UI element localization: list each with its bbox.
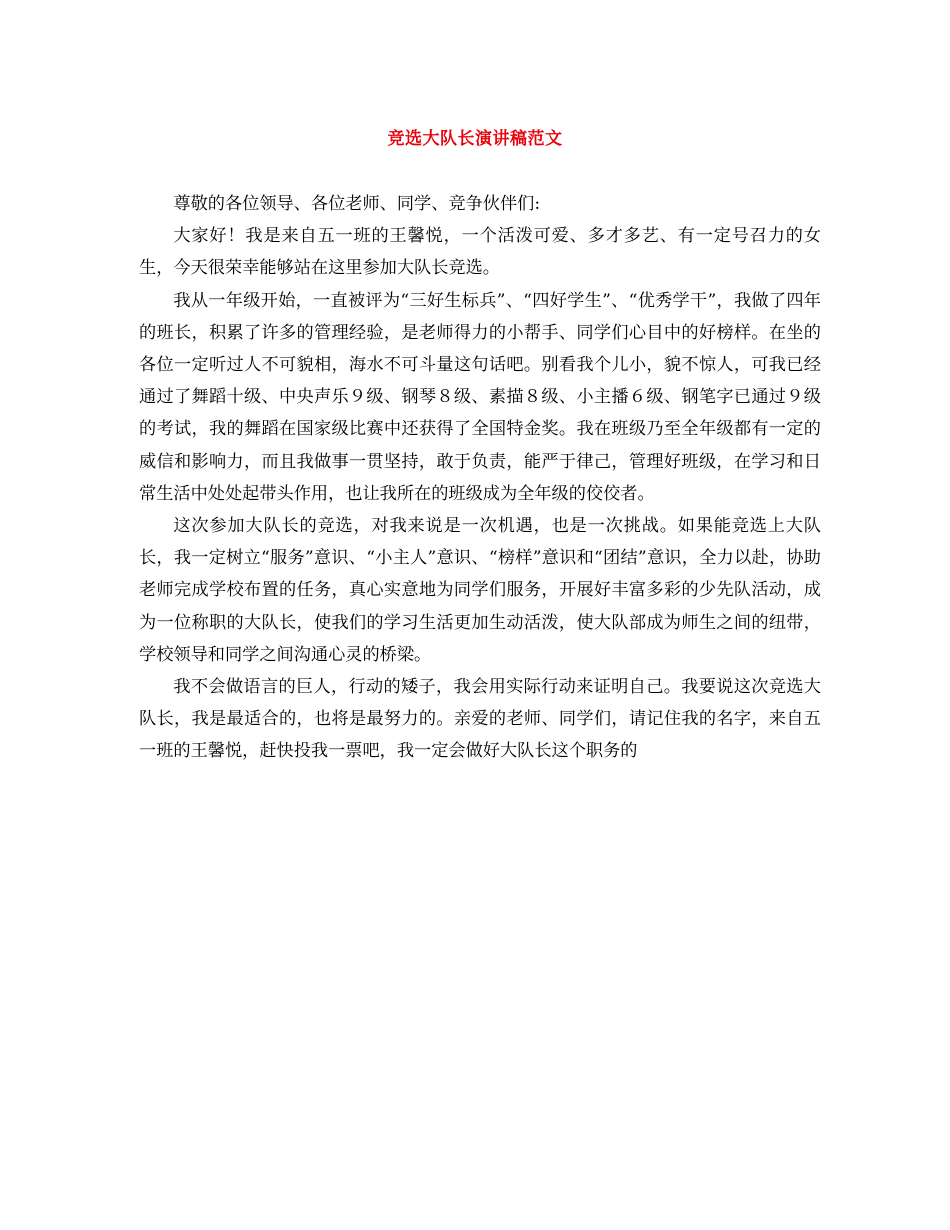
document-title: 竞选大队长演讲稿范文: [387, 129, 563, 149]
document-body: [139, 188, 821, 768]
paragraph-commitment: 这次参加大队长的竞选，对我来说是一次机遇，也是一次挑战。如果能竞选上大队长，我一定树立“服务”意识、“小主人”意识、“榜样”意识和“团结”意识，全力以赴，协助老师完成学校布置的任务，真心实意地为同学们服务，开展好丰富多彩的少先队活动，成为一位称职的大队长，使我们的学习生活更加生动活泼，使大队部成为师生之间的纽带，学校领导和同学之间沟通心灵的桥梁。: [139, 516, 821, 665]
paragraph-salutation: 尊敬的各位领导、各位老师、同学、竞争伙伴们:: [173, 194, 541, 214]
paragraph-introduction: 大家好！我是来自五一班的王馨悦，一个活泼可爱、多才多艺、有一定号召力的女生，今天很荣幸能够站在这里参加大队长竞选。: [139, 226, 821, 279]
paragraph-closing: 我不会做语言的巨人，行动的矮子，我会用实际行动来证明自己。我要说这次竞选大队长，我是最适合的，也将是最努力的。亲爱的老师、同学们，请记住我的名字，来自五一班的王馨悦，赶快投我一票吧，我一定会做好大队长这个职务的: [139, 677, 821, 762]
paragraph-achievements: 我从一年级开始，一直被评为“三好生标兵”、“四好学生”、“优秀学干”，我做了四年的班长，积累了许多的管理经验，是老师得力的小帮手、同学们心目中的好榜样。在坐的各位一定听过人不可貌相，海水不可斗量这句话吧。别看我个儿小，貌不惊人，可我已经通过了舞蹈十级、中央声乐９级、钢琴８级、素描８级、小主播６级、钢笔字已通过９级的考试，我的舞蹈在国家级比赛中还获得了全国特金奖。我在班级乃至全年级都有一定的威信和影响力，而且我做事一贯坚持，敢于负责，能严于律己，管理好班级，在学习和日常生活中处处起带头作用，也让我所在的班级成为全年级的佼佼者。: [139, 290, 821, 504]
